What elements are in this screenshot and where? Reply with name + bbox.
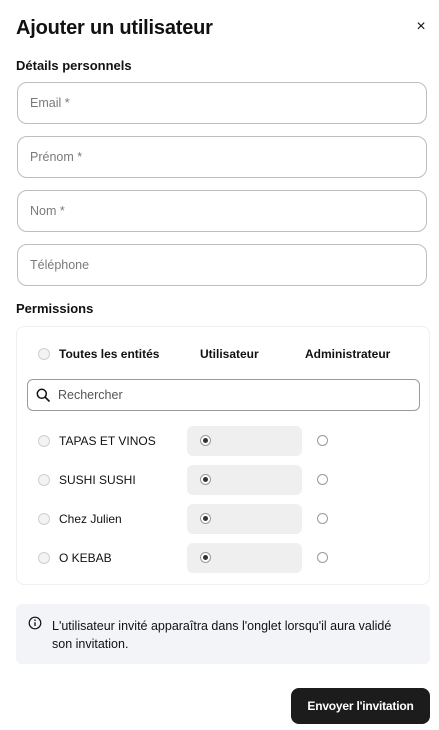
entity-name: SUSHI SUSHI xyxy=(59,473,136,487)
entity-row xyxy=(17,465,429,495)
header-all-entities: Toutes les entités xyxy=(59,347,160,361)
user-role-radio[interactable] xyxy=(200,474,211,485)
email-input[interactable] xyxy=(18,83,426,123)
last-name-field[interactable] xyxy=(17,190,427,232)
first-name-field[interactable] xyxy=(17,136,427,178)
header-admin: Administrateur xyxy=(305,347,391,361)
admin-role-radio[interactable] xyxy=(317,474,328,485)
entity-row xyxy=(17,504,429,534)
header-user: Utilisateur xyxy=(200,347,259,361)
entity-row xyxy=(17,426,429,456)
info-icon xyxy=(28,616,42,630)
search-input[interactable] xyxy=(58,380,413,410)
last-name-input[interactable] xyxy=(18,191,426,231)
user-role-cell[interactable] xyxy=(187,426,302,456)
user-role-radio[interactable] xyxy=(200,552,211,563)
email-field[interactable] xyxy=(17,82,427,124)
admin-role-radio[interactable] xyxy=(317,435,328,446)
entity-name: O KEBAB xyxy=(59,551,112,565)
phone-input[interactable] xyxy=(18,245,426,285)
dialog-title: Ajouter un utilisateur xyxy=(16,17,213,39)
entity-name: Chez Julien xyxy=(59,512,122,526)
permissions-panel xyxy=(16,326,430,585)
user-role-radio[interactable] xyxy=(200,435,211,446)
user-role-cell[interactable] xyxy=(187,543,302,573)
user-role-radio[interactable] xyxy=(200,513,211,524)
entity-checkbox[interactable] xyxy=(38,474,50,486)
all-entities-checkbox[interactable] xyxy=(38,348,50,360)
close-icon[interactable]: × xyxy=(416,18,426,35)
user-role-cell[interactable] xyxy=(187,465,302,495)
entity-search[interactable] xyxy=(27,379,420,411)
user-role-cell[interactable] xyxy=(187,504,302,534)
first-name-input[interactable] xyxy=(18,137,426,177)
entity-row xyxy=(17,543,429,573)
admin-role-radio[interactable] xyxy=(317,513,328,524)
permissions-title: Permissions xyxy=(16,301,94,316)
info-message: L'utilisateur invité apparaîtra dans l'onglet lorsqu'il aura validé son invitation. xyxy=(52,619,392,651)
entity-checkbox[interactable] xyxy=(38,552,50,564)
phone-field[interactable] xyxy=(17,244,427,286)
send-invitation-button[interactable]: Envoyer l'invitation xyxy=(291,688,430,724)
search-icon xyxy=(36,388,50,402)
entity-name: TAPAS ET VINOS xyxy=(59,434,156,448)
entity-checkbox[interactable] xyxy=(38,513,50,525)
admin-role-radio[interactable] xyxy=(317,552,328,563)
invitation-info-banner xyxy=(16,604,430,664)
personal-details-title: Détails personnels xyxy=(16,58,132,73)
entity-checkbox[interactable] xyxy=(38,435,50,447)
